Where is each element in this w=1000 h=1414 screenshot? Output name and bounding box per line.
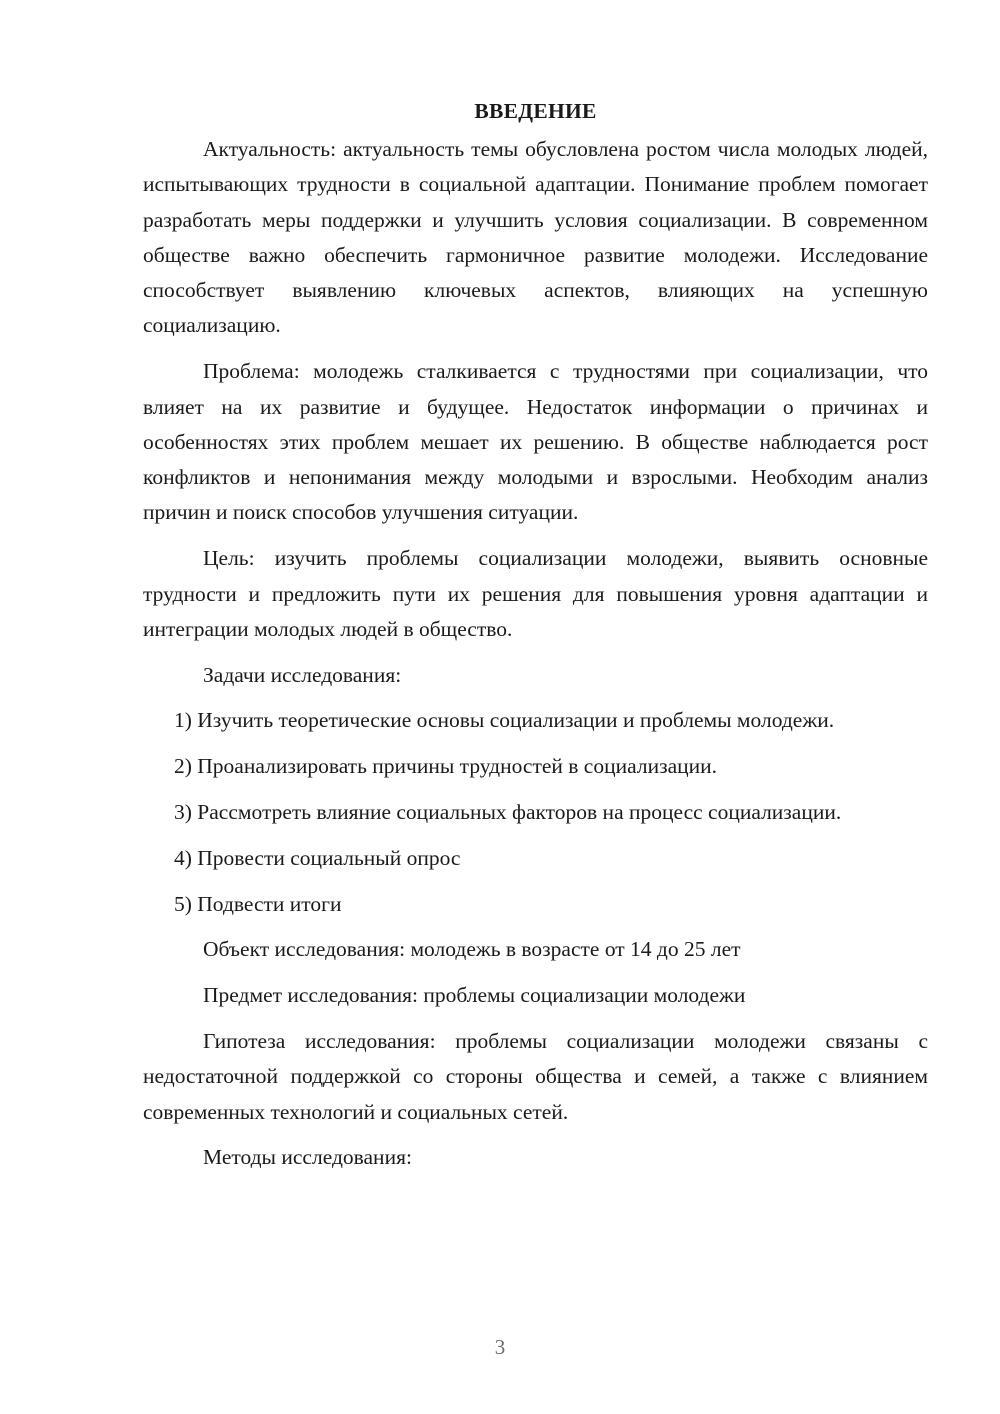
relevance-paragraph: Актуальность: актуальность темы обусловлена ростом числа молодых людей, испытывающих трудности в социальной адаптации. Понимание проблем помогает разработать меры поддержки и улучшить условия социализации. В современном обществе важно обеспечить гармоничное развитие молодежи. Исследование способствует выявлению ключевых аспектов, влияющих на успешную социализацию.	[143, 137, 928, 338]
research-object-paragraph: Объект исследования: молодежь в возрасте от 14 до 25 лет	[203, 937, 741, 962]
hypothesis-paragraph: Гипотеза исследования: проблемы социализации молодежи связаны с недостаточной поддержкой со стороны общества и семей, а также с влиянием современных технологий и социальных сетей.	[143, 1029, 928, 1124]
task-item-5: 5) Подвести итоги	[174, 891, 342, 916]
page-content	[143, 96, 928, 1186]
goal-paragraph: Цель: изучить проблемы социализации молодежи, выявить основные трудности и предложить пути их решения для повышения уровня адаптации и интеграции молодых людей в общество.	[143, 546, 928, 641]
page-title: ВВЕДЕНИЕ	[474, 99, 597, 123]
methods-heading: Методы исследования:	[203, 1145, 412, 1170]
problem-paragraph: Проблема: молодежь сталкивается с трудностями при социализации, что влияет на их развитие и будущее. Недостаток информации о причинах и особенностях этих проблем мешает их решению. В обществе наблюдается рост конфликтов и непонимания между молодыми и взрослыми. Необходим анализ причин и поиск способов улучшения ситуации.	[143, 359, 928, 525]
task-item-1: 1) Изучить теоретические основы социализации и проблемы молодежи.	[174, 708, 835, 733]
task-item-2: 2) Проанализировать причины трудностей в социализации.	[174, 754, 718, 779]
task-item-4: 4) Провести социальный опрос	[174, 845, 461, 870]
research-subject-paragraph: Предмет исследования: проблемы социализации молодежи	[203, 983, 746, 1008]
task-item-3: 3) Рассмотреть влияние социальных факторов на процесс социализации.	[174, 800, 842, 825]
page-number: 3	[494, 1335, 506, 1359]
tasks-heading: Задачи исследования:	[203, 662, 402, 687]
